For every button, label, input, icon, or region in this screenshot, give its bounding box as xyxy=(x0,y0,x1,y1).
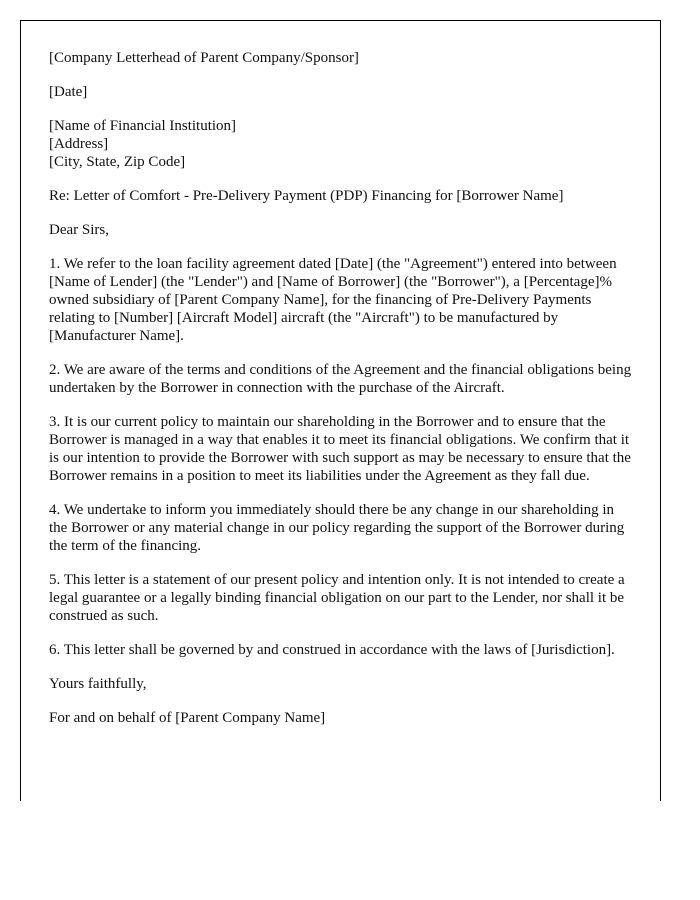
letterhead: [Company Letterhead of Parent Company/Sponsor] xyxy=(49,50,359,66)
letter-body xyxy=(49,49,634,743)
signature-line: For and on behalf of [Parent Company Name] xyxy=(49,710,326,726)
closing: Yours faithfully, xyxy=(49,676,147,692)
recipient-address: [Address] xyxy=(49,136,109,152)
paragraph-2: 2. We are aware of the terms and conditions of the Agreement and the financial obligations being undertaken by the Borrower in connection with the purchase of the Aircraft. xyxy=(49,362,632,396)
letter-page xyxy=(20,20,661,801)
salutation: Dear Sirs, xyxy=(49,222,109,238)
letter-date: [Date] xyxy=(49,84,88,100)
recipient-city-state-zip: [City, State, Zip Code] xyxy=(49,154,186,170)
paragraph-1: 1. We refer to the loan facility agreement dated [Date] (the "Agreement") entered into between [Name of Lender] (the "Lender") and [Name of Borrower] (the "Borrower"), a [Percentage]% owned subsidiary of [Parent Company Name], for the financing of Pre-Delivery Payments relating to [Number] [Aircraft Model] aircraft (the "Aircraft") to be manufactured by [Manufacturer Name]. xyxy=(49,256,617,344)
subject-line: Re: Letter of Comfort - Pre-Delivery Payment (PDP) Financing for [Borrower Name] xyxy=(49,188,564,204)
paragraph-3: 3. It is our current policy to maintain our shareholding in the Borrower and to ensure that the Borrower is managed in a way that enables it to meet its financial obligations. We confirm that it is our intention to provide the Borrower with such support as may be necessary to ensure that the Borrower remains in a position to meet its liabilities under the Agreement as they fall due. xyxy=(49,414,631,484)
paragraph-4: 4. We undertake to inform you immediately should there be any change in our shareholding in the Borrower or any material change in our policy regarding the support of the Borrower during the term of the financing. xyxy=(49,502,625,554)
recipient-address-block xyxy=(49,117,634,171)
paragraph-5: 5. This letter is a statement of our present policy and intention only. It is not intended to create a legal guarantee or a legally binding financial obligation on our part to the Lender, nor shall it be construed as such. xyxy=(49,572,625,624)
paragraph-6: 6. This letter shall be governed by and construed in accordance with the laws of [Jurisdiction]. xyxy=(49,642,615,658)
recipient-name: [Name of Financial Institution] xyxy=(49,118,237,134)
